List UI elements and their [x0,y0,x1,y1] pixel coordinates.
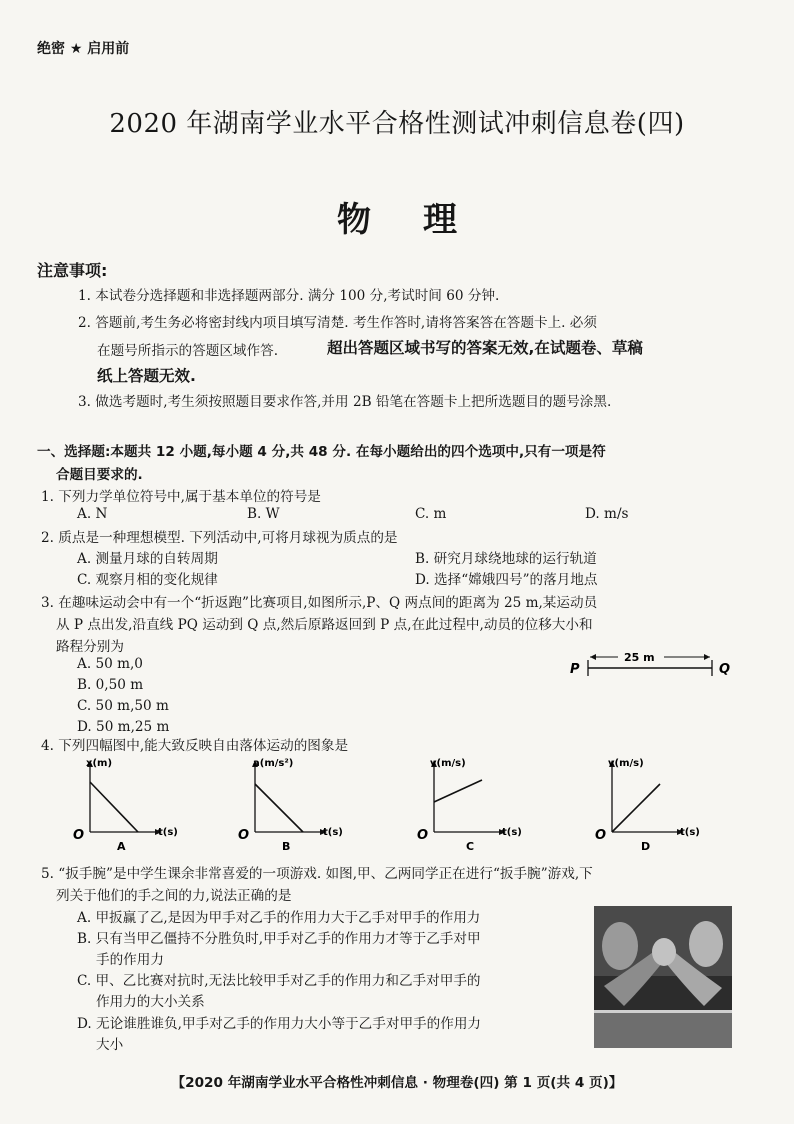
graph-d-x-label: t(s) [680,827,700,838]
arm-wrestling-photo [594,906,732,1048]
notice-item-1: 1. 本试卷分选择题和非选择题两部分. 满分 100 分,考试时间 60 分钟. [78,288,500,304]
q3-option-d: D. 50 m,25 m [77,719,170,735]
graph-c [416,754,526,854]
graph-b [237,754,352,854]
q5-stem-1: 5. “扳手腕”是中学生课余非常喜爱的一项游戏. 如图,甲、乙两同学正在进行“扳手腕”游戏,下 [41,866,593,882]
q3-option-a: A. 50 m,0 [77,656,143,672]
q2-stem: 2. 质点是一种理想模型. 下列活动中,可将月球视为质点的是 [41,530,398,546]
q4-stem: 4. 下列四幅图中,能大致反映自由落体运动的图象是 [41,738,349,754]
q3-stem-3: 路程分别为 [56,639,124,655]
graph-c-x-label: t(s) [502,827,522,838]
notice-item-2: 2. 答题前,考生务必将密封线内项目填写清楚. 考生作答时,请将答案答在答题卡上. 必须 [78,315,597,331]
q1-option-a: A. N [77,506,108,522]
graph-a-x-label: t(s) [158,827,178,838]
q3-stem-2: 从 P 点出发,沿直线 PQ 运动到 Q 点,然后原路返回到 P 点,在此过程中,动员的位移大小和 [56,617,593,633]
q1-option-b: B. W [247,506,280,522]
q5-option-b-cont: 手的作用力 [96,952,164,968]
graph-a-y-label: x(m) [86,758,113,769]
notice-item-2-emphasis: 超出答题区域书写的答案无效,在试题卷、草稿 [327,339,643,357]
exam-title: 2020 年湖南学业水平合格性测试冲刺信息卷(四) [109,109,685,139]
q5-option-c: C. 甲、乙比赛对抗时,无法比较甲手对乙手的作用力和乙手对甲手的 [77,973,481,989]
q2-option-c: C. 观察月相的变化规律 [77,572,218,588]
graph-a-tag: A [117,840,126,853]
graph-b-tag: B [282,840,291,853]
q5-option-d-cont: 大小 [96,1037,124,1053]
point-q-label: Q [719,662,731,677]
q5-stem-2: 列关于他们的手之间的力,说法正确的是 [56,888,292,904]
notice-item-2-emphasis-cont: 纸上答题无效. [97,367,196,385]
graph-d [594,754,704,854]
q3-option-b: B. 0,50 m [77,677,144,693]
q2-option-d: D. 选择“嫦娥四号”的落月地点 [415,572,598,588]
graph-c-origin: O [417,828,429,843]
q3-option-c: C. 50 m,50 m [77,698,169,714]
confidential-label: 绝密 ★ 启用前 [37,41,130,57]
graph-c-y-label: v(m/s) [430,758,466,769]
arm-wrestling-illustration [594,906,732,1048]
subject-title: 物理 [337,200,509,240]
notice-item-2-cont: 在题号所指示的答题区域作答. [97,343,279,359]
graph-b-origin: O [238,828,250,843]
distance-label: 25 m [624,651,655,664]
point-p-label: P [570,662,580,677]
notice-heading: 注意事项: [37,261,108,280]
graph-d-origin: O [595,828,607,843]
graph-b-y-label: a(m/s²) [253,758,294,769]
q2-option-a: A. 测量月球的自转周期 [77,551,218,567]
q5-option-d: D. 无论谁胜谁负,甲手对乙手的作用力大小等于乙手对甲手的作用力 [77,1016,482,1032]
page-footer: 【2020 年湖南学业水平合格性冲刺信息 · 物理卷(四) 第 1 页(共 4 页)】 [171,1075,623,1091]
graph-c-tag: C [466,840,475,853]
notice-item-3: 3. 做选考题时,考生须按照题目要求作答,并用 2B 铅笔在答题卡上把所选题目的题号涂黑. [78,394,612,410]
q1-stem: 1. 下列力学单位符号中,属于基本单位的符号是 [41,489,321,505]
q1-option-d: D. m/s [585,506,629,522]
q3-stem-1: 3. 在趣味运动会中有一个“折返跑”比赛项目,如图所示,P、Q 两点间的距离为 25 m,某运动员 [41,595,598,611]
section-heading-cont: 合题目要求的. [56,467,143,483]
q1-option-c: C. m [415,506,447,522]
q2-option-b: B. 研究月球绕地球的运行轨道 [415,551,597,567]
section-heading: 一、选择题:本题共 12 小题,每小题 4 分,共 48 分. 在每小题给出的四个选项中,只有一项是符 [37,444,606,460]
graph-b-x-label: t(s) [323,827,343,838]
graph-a [72,754,182,854]
graph-a-origin: O [73,828,85,843]
q5-option-a: A. 甲扳赢了乙,是因为甲手对乙手的作用力大于乙手对甲手的作用力 [77,910,481,926]
graph-d-tag: D [641,840,651,853]
q5-option-b: B. 只有当甲乙僵持不分胜负时,甲手对乙手的作用力才等于乙手对甲 [77,931,481,947]
q3-track-figure [566,648,736,682]
q5-option-c-cont: 作用力的大小关系 [96,994,205,1010]
graph-d-y-label: v(m/s) [608,758,644,769]
